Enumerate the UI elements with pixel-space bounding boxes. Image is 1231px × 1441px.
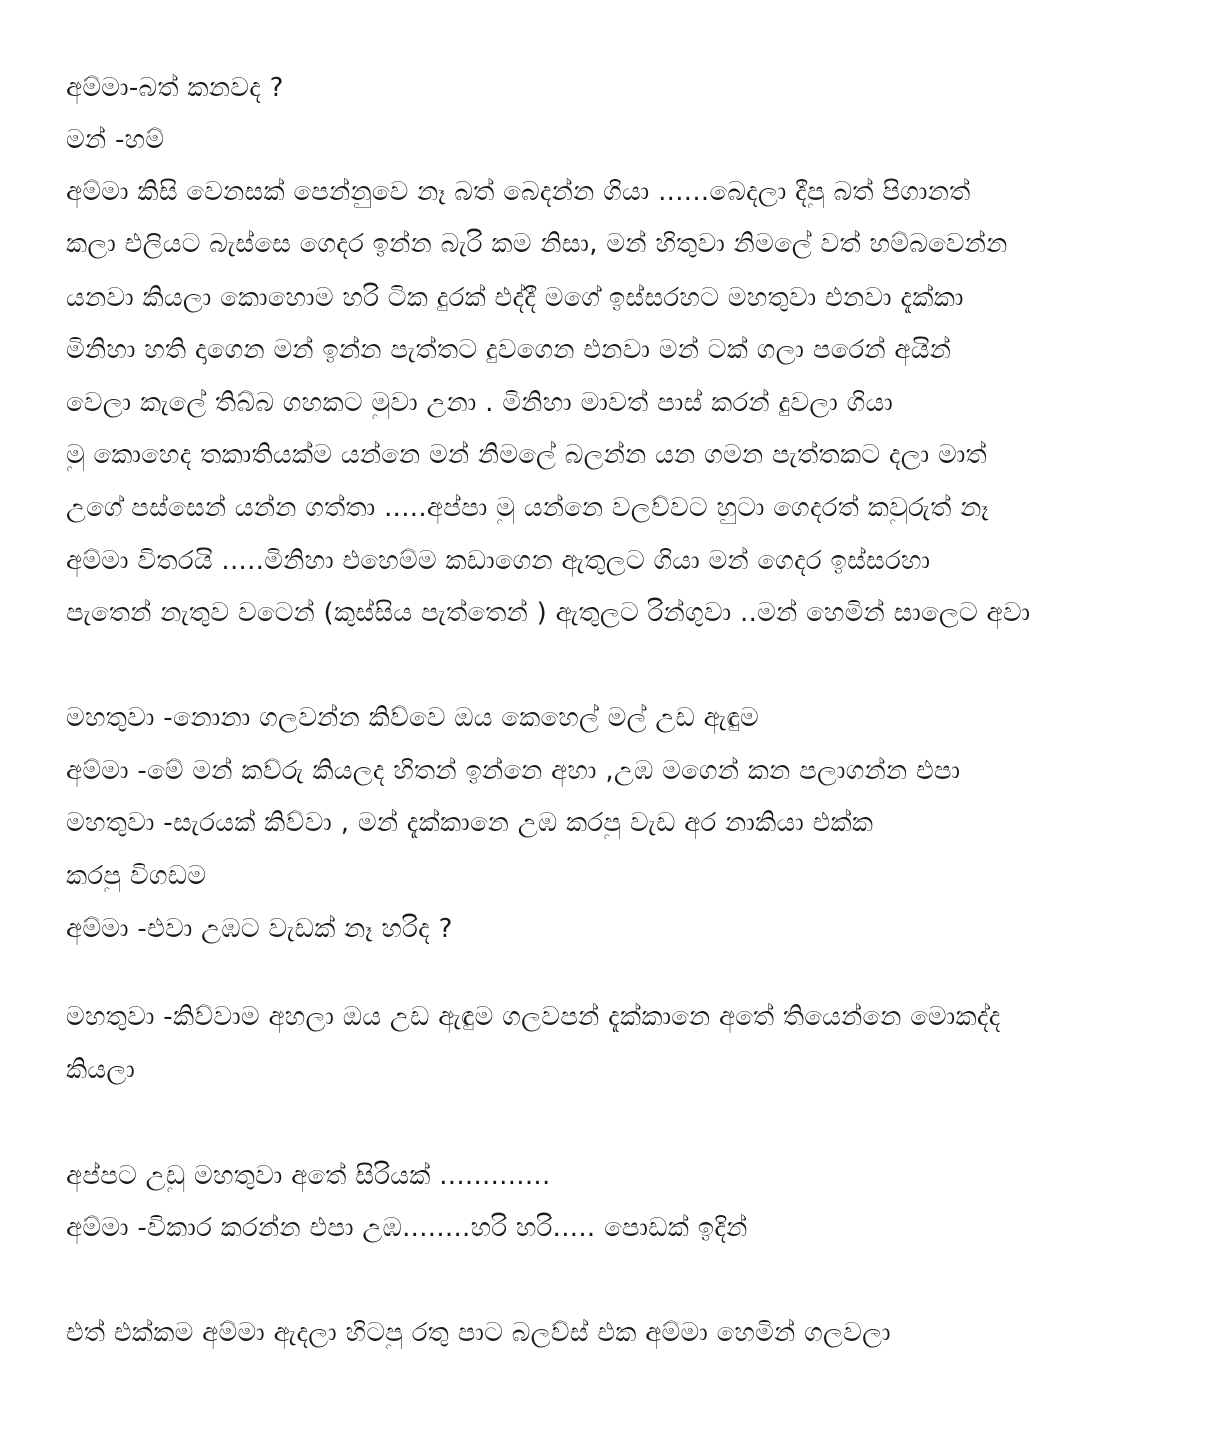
text-line: උගේ පස්සෙන් යන්න ගත්තා .....අප්පා මු යන්නෙ වලව්වට හුටා ගෙදරත් කවුරුත් නෑ — [66, 493, 989, 523]
text-line: මිනිහා හති දාගෙන මන් ඉන්න පැත්තට දුවගෙන එනවා මන් ටක් ගලා පරෙන් අයින් — [66, 335, 952, 365]
text-line: මු කොහෙද තකාතියක්ම යන්නෙ මන් නිමලේ බලන්න යන ගමන පැත්තකට දලා මාත් — [66, 440, 987, 470]
text-line: වෙලා කැලේ තිබ්බ ගහකට මුවා උනා . මිනිහා මාවත් පාස් කරන් දුවලා ගියා — [66, 388, 894, 418]
text-line: මහතුවා -සැරයක් කිව්වා , මන් දැක්කානෙ උඹ කරපු වැඩ අර නාකියා එක්ක — [66, 808, 874, 838]
text-line: යනවා කියලා කොහොම හරි ටික දුරක් එද්දී මගේ ඉස්සරහට මහතුවා එනවා දැක්කා — [66, 283, 964, 313]
text-line: මහතුවා -කිව්වාම අහලා ඔය උඩ ඇඳුම ගලවපන් දැක්කානෙ අතේ තියෙන්නෙ මොකද්ද — [66, 1002, 1001, 1032]
text-line: පැතෙන් නැතුව වටෙන් (කුස්සිය පැත්තෙන් ) ඇතුලට රින්ගුවා ..මන් හෙමින් සාලෙට අවා — [66, 598, 1031, 628]
text-line: මන් -හම් — [66, 125, 165, 155]
text-line: අම්මා විතරයි .....මිනිහා එහෙම්ම කඩාගෙන ඇතුලට ගියා මන් ගෙදර ඉස්සරහා — [66, 546, 931, 576]
text-line: අම්මා -මේ මන් කව්රු කියලද හිතන් ඉන්නෙ අහා ,උඹ මගෙන් කන පලාගන්න එපා — [66, 756, 961, 786]
text-line: එත් එක්කම අම්මා ඇදලා හිටපු රතු පාට බලව්ස් එක අම්මා හෙමින් ගලවලා — [66, 1318, 891, 1348]
text-line: අම්මා -විකාර කරන්න එපා උඹ........හරි හරි..... පොඩක් ඉදින් — [66, 1213, 748, 1243]
text-line: අම්මා කිසි වෙනසක් පෙන්නුවෙ නෑ බත් බෙදන්න ගියා ......බෙදලා දීපු බත් පිගානත් — [66, 177, 971, 207]
text-line: අම්මා -එවා උඹට වැඩක් නෑ හරිද ? — [66, 914, 453, 944]
text-line: කලා එලියට බැස්සෙ ගෙදර ඉන්න බැරි කම නිසා, මන් හිතුවා නිමලේ වත් හම්බවෙන්න — [66, 229, 1008, 259]
text-line: මහතුවා -නොනා ගලවන්න කිව්වෙ ඔය කෙහෙල් මල් උඩ ඇඳුම — [66, 703, 760, 733]
text-line: අම්මා-බත් කනවද ? — [66, 73, 284, 103]
text-line: කරපු විගඩම — [66, 861, 207, 891]
text-line: කියලා — [66, 1055, 136, 1085]
text-line: අප්පට උඩු මහතුවා අතේ සිරියක් ............. — [66, 1161, 551, 1191]
